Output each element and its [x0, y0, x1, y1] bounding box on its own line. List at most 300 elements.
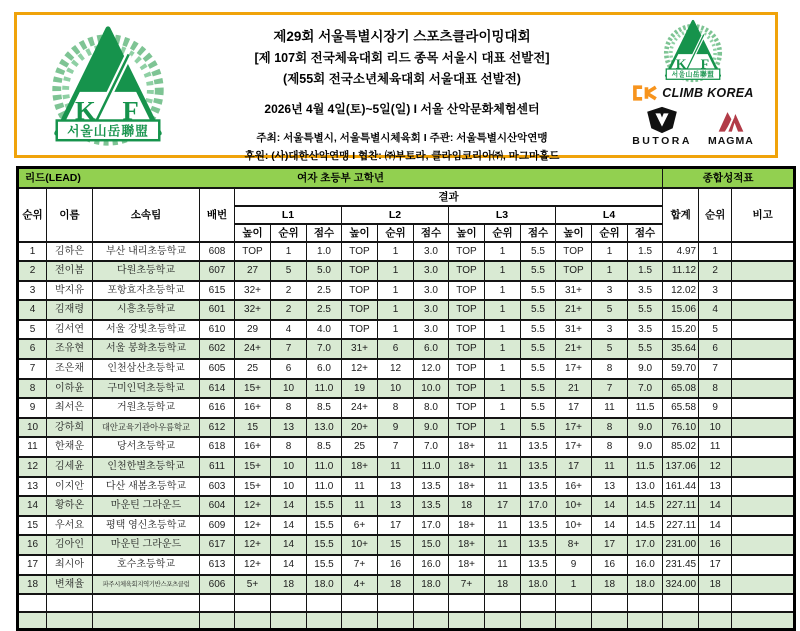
cell-final-rank: 16 [699, 535, 732, 555]
cell-bib: 608 [200, 242, 235, 262]
cell-l3-height: TOP [449, 418, 485, 438]
cell-bib: 604 [200, 496, 235, 516]
cell-l3-score: 5.5 [521, 418, 556, 438]
cell-total: 65.58 [663, 398, 699, 418]
cell-l3-rank: 1 [485, 281, 521, 301]
cell-l4-score: 14.5 [628, 496, 663, 516]
cell-note [732, 437, 795, 457]
col-header-route-rank: 순위 [592, 224, 628, 242]
cell-l2-height: 4+ [342, 575, 378, 595]
cell-l4-height: 21+ [556, 339, 592, 359]
cell-l4-score: 5.5 [628, 339, 663, 359]
climb-korea-icon [632, 85, 658, 101]
cell-name: 박지유 [47, 281, 93, 301]
cell-l4-score: 16.0 [628, 555, 663, 575]
header-row-groups [18, 188, 795, 206]
cell-name: 전이봄 [47, 261, 93, 281]
result-row [18, 555, 795, 575]
cell-l3-height: 18+ [449, 555, 485, 575]
cell-l3-height: TOP [449, 261, 485, 281]
cell-l3-height: TOP [449, 379, 485, 399]
empty-cell [307, 594, 342, 612]
cell-l2-rank: 1 [378, 300, 414, 320]
sheet-type-label: 종합성적표 [702, 172, 754, 185]
cell-l4-score: 1.5 [628, 242, 663, 262]
cell-team: 마운틴 그라운드 [93, 535, 200, 555]
cell-l2-score: 13.5 [414, 477, 449, 497]
cell-l3-rank: 11 [485, 457, 521, 477]
climb-korea-label: CLIMB KOREA [662, 86, 754, 100]
empty-row [18, 594, 795, 612]
cell-l2-score: 7.0 [414, 437, 449, 457]
col-header-route-rank: 순위 [485, 224, 521, 242]
cell-l1-score: 18.0 [307, 575, 342, 595]
cell-l1-rank: 2 [271, 300, 307, 320]
cell-final-rank: 12 [699, 457, 732, 477]
cell-total: 4.97 [663, 242, 699, 262]
result-row [18, 261, 795, 281]
cell-l1-rank: 13 [271, 418, 307, 438]
cell-l2-height: 12+ [342, 359, 378, 379]
col-header-route-l1: L1 [235, 206, 342, 224]
cell-l4-rank: 3 [592, 320, 628, 340]
magma-peak-icon [716, 108, 746, 134]
cell-total: 231.45 [663, 555, 699, 575]
cell-l4-score: 9.0 [628, 437, 663, 457]
cell-l4-rank: 18 [592, 575, 628, 595]
cell-team: 다산 새봄초등학교 [93, 477, 200, 497]
cell-note [732, 379, 795, 399]
cell-l2-rank: 7 [378, 437, 414, 457]
butora-shield-icon [645, 106, 679, 134]
cell-note [732, 575, 795, 595]
cell-l3-height: TOP [449, 359, 485, 379]
result-row [18, 398, 795, 418]
col-header-score: 점수 [414, 224, 449, 242]
cell-l3-height: 18+ [449, 477, 485, 497]
cell-l3-rank: 1 [485, 300, 521, 320]
empty-cell [235, 612, 271, 630]
empty-cell [378, 594, 414, 612]
cell-l2-height: TOP [342, 242, 378, 262]
empty-cell [699, 612, 732, 630]
result-row [18, 300, 795, 320]
cell-l3-height: TOP [449, 398, 485, 418]
result-row [18, 281, 795, 301]
cell-l3-rank: 17 [485, 496, 521, 516]
cell-l3-rank: 11 [485, 516, 521, 536]
cell-l4-score: 3.5 [628, 281, 663, 301]
cell-l4-score: 17.0 [628, 535, 663, 555]
cell-l4-rank: 5 [592, 300, 628, 320]
cell-name: 김재령 [47, 300, 93, 320]
cell-l1-rank: 8 [271, 437, 307, 457]
cell-rank: 17 [18, 555, 47, 575]
cell-l3-rank: 1 [485, 359, 521, 379]
cell-l1-height: 16+ [235, 437, 271, 457]
col-header-note: 비고 [732, 188, 795, 242]
cell-rank: 10 [18, 418, 47, 438]
magma-label: MAGMA [707, 135, 754, 147]
cell-l2-rank: 10 [378, 379, 414, 399]
cell-total: 15.20 [663, 320, 699, 340]
cell-l3-score: 13.5 [521, 555, 556, 575]
cell-l1-rank: 7 [271, 339, 307, 359]
category-band [18, 168, 795, 188]
cell-bib: 602 [200, 339, 235, 359]
col-header-height: 높이 [556, 224, 592, 242]
cell-l1-height: 24+ [235, 339, 271, 359]
empty-cell [200, 594, 235, 612]
cell-l2-height: 6+ [342, 516, 378, 536]
empty-cell [47, 594, 93, 612]
cell-l1-rank: 14 [271, 516, 307, 536]
empty-cell [342, 594, 378, 612]
cell-l3-rank: 1 [485, 242, 521, 262]
butora-label: BUTORA [632, 135, 692, 147]
cell-total: 76.10 [663, 418, 699, 438]
cell-team: 부산 내리초등학교 [93, 242, 200, 262]
cell-rank: 9 [18, 398, 47, 418]
empty-cell [378, 612, 414, 630]
cell-l1-rank: 10 [271, 457, 307, 477]
col-header-route-l4: L4 [556, 206, 663, 224]
cell-l2-score: 12.0 [414, 359, 449, 379]
cell-rank: 3 [18, 281, 47, 301]
cell-l2-rank: 8 [378, 398, 414, 418]
subtitle-national-games: [제 107회 전국체육대회 리드 종목 서울시 대표 선발전] [254, 51, 550, 65]
cell-l4-score: 9.0 [628, 418, 663, 438]
cell-l2-height: 11 [342, 477, 378, 497]
cell-name: 최서은 [47, 398, 93, 418]
cell-bib: 613 [200, 555, 235, 575]
cell-l4-height: 10+ [556, 516, 592, 536]
cell-l1-height: 16+ [235, 398, 271, 418]
cell-l1-score: 6.0 [307, 359, 342, 379]
cell-l3-height: TOP [449, 300, 485, 320]
cell-rank: 11 [18, 437, 47, 457]
cell-l1-height: 12+ [235, 535, 271, 555]
cell-l4-height: 21+ [556, 300, 592, 320]
cell-l2-rank: 1 [378, 242, 414, 262]
cell-l3-score: 5.5 [521, 281, 556, 301]
cell-total: 161.44 [663, 477, 699, 497]
cell-total: 85.02 [663, 437, 699, 457]
cell-total: 59.70 [663, 359, 699, 379]
cell-l1-height: 5+ [235, 575, 271, 595]
empty-cell [93, 594, 200, 612]
cell-bib: 614 [200, 379, 235, 399]
cell-l2-rank: 9 [378, 418, 414, 438]
cell-l3-score: 13.5 [521, 457, 556, 477]
cell-l2-rank: 13 [378, 496, 414, 516]
result-row [18, 359, 795, 379]
cell-team: 거원초등학교 [93, 398, 200, 418]
col-header-score: 점수 [521, 224, 556, 242]
cell-l2-score: 16.0 [414, 555, 449, 575]
cell-l2-height: 31+ [342, 339, 378, 359]
cell-name: 김서연 [47, 320, 93, 340]
cell-l4-rank: 16 [592, 555, 628, 575]
cell-l4-height: TOP [556, 261, 592, 281]
result-row [18, 437, 795, 457]
cell-l3-score: 5.5 [521, 300, 556, 320]
cell-total: 65.08 [663, 379, 699, 399]
cell-l4-height: 21 [556, 379, 592, 399]
col-header-route-l3: L3 [449, 206, 556, 224]
cell-l1-rank: 4 [271, 320, 307, 340]
cell-note [732, 477, 795, 497]
cell-l2-score: 15.0 [414, 535, 449, 555]
empty-cell [18, 612, 47, 630]
empty-row [18, 612, 795, 630]
cell-l3-score: 13.5 [521, 516, 556, 536]
cell-l4-height: 10+ [556, 496, 592, 516]
cell-note [732, 242, 795, 262]
cell-team: 마운틴 그라운드 [93, 496, 200, 516]
cell-l2-score: 9.0 [414, 418, 449, 438]
cell-l2-score: 3.0 [414, 320, 449, 340]
empty-cell [414, 594, 449, 612]
result-row [18, 339, 795, 359]
cell-bib: 603 [200, 477, 235, 497]
cell-team: 서울 봉화초등학교 [93, 339, 200, 359]
cell-note [732, 261, 795, 281]
empty-cell [307, 612, 342, 630]
cell-name: 조유현 [47, 339, 93, 359]
cell-l4-rank: 1 [592, 261, 628, 281]
cell-l1-height: 15+ [235, 457, 271, 477]
cell-name: 강하희 [47, 418, 93, 438]
result-row [18, 477, 795, 497]
cell-l2-rank: 1 [378, 320, 414, 340]
cell-l1-height: 12+ [235, 555, 271, 575]
empty-cell [556, 612, 592, 630]
cell-l3-score: 5.5 [521, 242, 556, 262]
col-header-final-rank: 순위 [699, 188, 732, 242]
result-row [18, 418, 795, 438]
event-hosts: 주최: 서울특별시, 서울특별시체육회 I 주관: 서울특별시산악연맹 [256, 132, 548, 144]
results-table [16, 166, 796, 631]
cell-l1-height: TOP [235, 242, 271, 262]
cell-final-rank: 1 [699, 242, 732, 262]
result-row [18, 379, 795, 399]
cell-total: 227.11 [663, 516, 699, 536]
cell-note [732, 516, 795, 536]
cell-l3-rank: 1 [485, 418, 521, 438]
cell-l4-score: 18.0 [628, 575, 663, 595]
cell-final-rank: 14 [699, 496, 732, 516]
cell-l2-height: TOP [342, 281, 378, 301]
col-header-team: 소속팀 [93, 188, 200, 242]
cell-name: 최시아 [47, 555, 93, 575]
cell-l1-height: 32+ [235, 300, 271, 320]
col-header-height: 높이 [449, 224, 485, 242]
empty-cell [732, 612, 795, 630]
cell-l1-height: 15+ [235, 379, 271, 399]
cell-bib: 611 [200, 457, 235, 477]
cell-l2-height: 24+ [342, 398, 378, 418]
cell-l4-score: 13.0 [628, 477, 663, 497]
cell-l4-rank: 1 [592, 242, 628, 262]
cell-name: 황하온 [47, 496, 93, 516]
cell-l2-score: 11.0 [414, 457, 449, 477]
cell-l1-score: 1.0 [307, 242, 342, 262]
cell-bib: 605 [200, 359, 235, 379]
cell-l1-rank: 6 [271, 359, 307, 379]
empty-cell [485, 594, 521, 612]
cell-l4-score: 11.5 [628, 457, 663, 477]
cell-l2-rank: 18 [378, 575, 414, 595]
cell-team: 인천삼산초등학교 [93, 359, 200, 379]
cell-rank: 8 [18, 379, 47, 399]
cell-total: 35.64 [663, 339, 699, 359]
cell-l4-height: TOP [556, 242, 592, 262]
cell-l4-rank: 14 [592, 496, 628, 516]
cell-team: 당서초등학교 [93, 437, 200, 457]
cell-l3-score: 17.0 [521, 496, 556, 516]
event-date-venue: 2026년 4월 4일(토)~5일(일) I 서울 산악문화체험센터 [264, 102, 540, 116]
cell-l2-rank: 1 [378, 281, 414, 301]
cell-l1-rank: 5 [271, 261, 307, 281]
cell-final-rank: 4 [699, 300, 732, 320]
butora-logo [632, 106, 692, 147]
cell-l2-rank: 12 [378, 359, 414, 379]
cell-l4-score: 5.5 [628, 300, 663, 320]
cell-l4-height: 17 [556, 398, 592, 418]
cell-final-rank: 3 [699, 281, 732, 301]
event-title-block [177, 25, 627, 163]
result-row [18, 535, 795, 555]
col-header-height: 높이 [342, 224, 378, 242]
cell-bib: 601 [200, 300, 235, 320]
cell-l2-height: 7+ [342, 555, 378, 575]
cell-total: 324.00 [663, 575, 699, 595]
cell-name: 이하윤 [47, 379, 93, 399]
result-row [18, 457, 795, 477]
cell-name: 김세윤 [47, 457, 93, 477]
cell-l1-height: 12+ [235, 496, 271, 516]
empty-cell [699, 594, 732, 612]
empty-cell [235, 594, 271, 612]
cell-l2-score: 3.0 [414, 300, 449, 320]
sponsor-logos [617, 19, 769, 147]
empty-cell [628, 612, 663, 630]
empty-cell [449, 594, 485, 612]
cell-l4-rank: 7 [592, 379, 628, 399]
empty-cell [93, 612, 200, 630]
cell-l2-score: 18.0 [414, 575, 449, 595]
cell-l1-height: 25 [235, 359, 271, 379]
cell-final-rank: 6 [699, 339, 732, 359]
cell-l1-rank: 10 [271, 477, 307, 497]
empty-cell [414, 612, 449, 630]
cell-l4-score: 3.5 [628, 320, 663, 340]
cell-l4-rank: 5 [592, 339, 628, 359]
cell-total: 15.06 [663, 300, 699, 320]
cell-l2-height: TOP [342, 320, 378, 340]
cell-name: 조은채 [47, 359, 93, 379]
cell-l2-score: 17.0 [414, 516, 449, 536]
cell-final-rank: 9 [699, 398, 732, 418]
cell-name: 우서요 [47, 516, 93, 536]
cell-l4-height: 31+ [556, 320, 592, 340]
cell-l2-score: 10.0 [414, 379, 449, 399]
cell-l4-rank: 3 [592, 281, 628, 301]
cell-l3-score: 5.5 [521, 339, 556, 359]
cell-bib: 610 [200, 320, 235, 340]
cell-l1-height: 32+ [235, 281, 271, 301]
col-header-name: 이름 [47, 188, 93, 242]
cell-l2-rank: 16 [378, 555, 414, 575]
cell-l1-rank: 18 [271, 575, 307, 595]
cell-l3-score: 18.0 [521, 575, 556, 595]
cell-l2-height: 25 [342, 437, 378, 457]
empty-cell [592, 594, 628, 612]
cell-name: 한채운 [47, 437, 93, 457]
cell-l1-score: 15.5 [307, 535, 342, 555]
cell-l2-rank: 11 [378, 457, 414, 477]
cell-note [732, 320, 795, 340]
cell-l2-height: 10+ [342, 535, 378, 555]
cell-final-rank: 2 [699, 261, 732, 281]
empty-cell [663, 612, 699, 630]
cell-l1-score: 11.0 [307, 477, 342, 497]
cell-l2-score: 8.0 [414, 398, 449, 418]
empty-cell [47, 612, 93, 630]
cell-team: 파주시체육회지역기반스포츠클럽 [93, 575, 200, 595]
cell-l4-score: 14.5 [628, 516, 663, 536]
cell-total: 227.11 [663, 496, 699, 516]
cell-l1-height: 27 [235, 261, 271, 281]
empty-cell [521, 612, 556, 630]
cell-note [732, 339, 795, 359]
cell-l2-rank: 15 [378, 535, 414, 555]
cell-l2-height: 11 [342, 496, 378, 516]
cell-bib: 616 [200, 398, 235, 418]
cell-final-rank: 13 [699, 477, 732, 497]
cell-bib: 612 [200, 418, 235, 438]
cell-l4-score: 11.5 [628, 398, 663, 418]
cell-l3-height: 18+ [449, 437, 485, 457]
cell-rank: 6 [18, 339, 47, 359]
cell-total: 137.06 [663, 457, 699, 477]
cell-bib: 607 [200, 261, 235, 281]
cell-l4-height: 17+ [556, 359, 592, 379]
cell-l4-rank: 17 [592, 535, 628, 555]
cell-l3-rank: 1 [485, 320, 521, 340]
cell-l3-height: TOP [449, 242, 485, 262]
empty-cell [556, 594, 592, 612]
cell-bib: 618 [200, 437, 235, 457]
cell-name: 이지안 [47, 477, 93, 497]
cell-l1-score: 4.0 [307, 320, 342, 340]
cell-l4-rank: 11 [592, 398, 628, 418]
cell-l1-height: 15 [235, 418, 271, 438]
col-header-route-l2: L2 [342, 206, 449, 224]
cell-l3-score: 13.5 [521, 477, 556, 497]
cell-l1-rank: 14 [271, 535, 307, 555]
cell-l4-height: 31+ [556, 281, 592, 301]
cell-l2-rank: 6 [378, 339, 414, 359]
brand-logos-row [632, 106, 754, 147]
cell-note [732, 555, 795, 575]
cell-l4-height: 8+ [556, 535, 592, 555]
col-header-route-rank: 순위 [271, 224, 307, 242]
cell-l1-score: 2.5 [307, 300, 342, 320]
cell-rank: 18 [18, 575, 47, 595]
cell-l3-score: 13.5 [521, 437, 556, 457]
